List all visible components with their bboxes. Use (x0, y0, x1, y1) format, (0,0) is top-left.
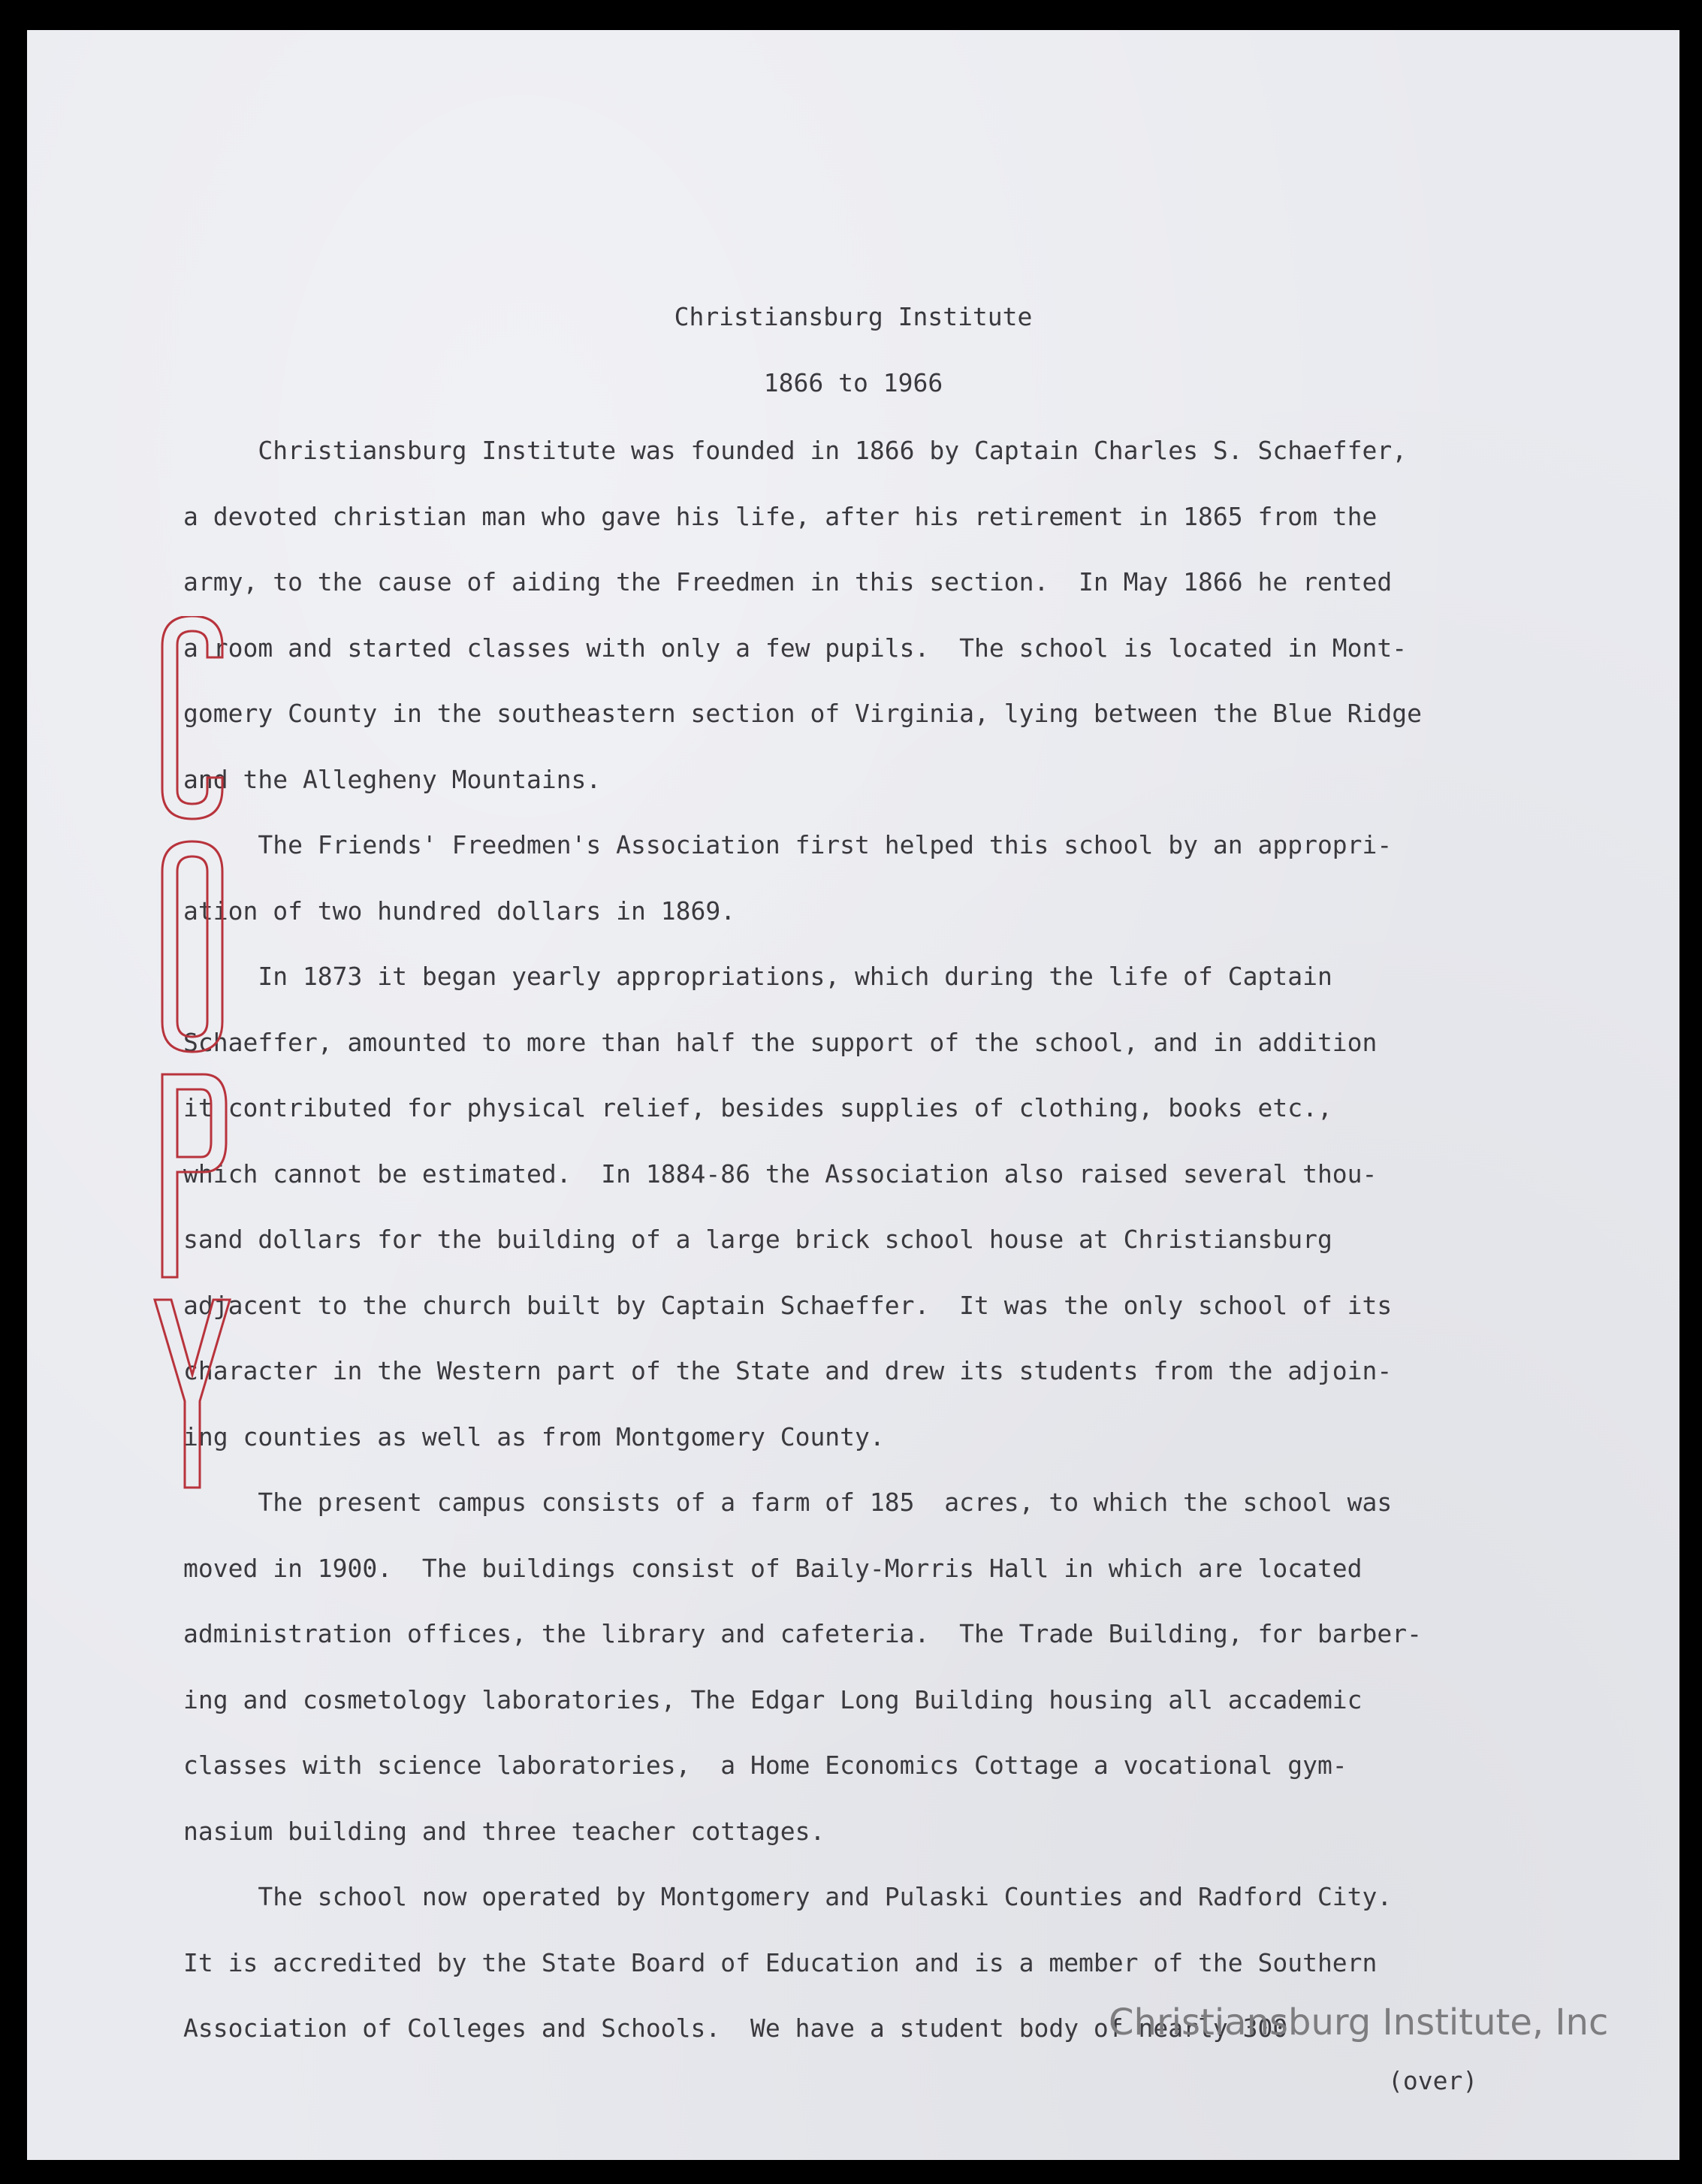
body-line: and the Allegheny Mountains. (183, 765, 602, 794)
body-line: a devoted christian man who gave his life, after his retirement in 1865 from the (183, 502, 1378, 531)
body-line: sand dollars for the building of a large brick school house at Christiansburg (183, 1225, 1332, 1254)
stamp-letter-y (155, 1300, 230, 1488)
document-title: Christiansburg Institute (674, 302, 1033, 331)
copy-stamp (147, 616, 245, 1518)
body-line: army, to the cause of aiding the Freedmen in this section. In May 1866 he rented (183, 567, 1393, 597)
body-line: The Friends' Freedmen's Association first helped this school by an appropri- (183, 830, 1393, 859)
stamp-letter-o (162, 841, 222, 1052)
body-line: adjacent to the church built by Captain Schaeffer. It was the only school of its (183, 1291, 1393, 1320)
body-line: character in the Western part of the State and drew its students from the adjoin- (183, 1356, 1393, 1385)
archive-watermark: Christiansburg Institute, Inc (1109, 2001, 1609, 2044)
body-line: In 1873 it began yearly appropriations, which during the life of Captain (183, 962, 1332, 991)
body-line: which cannot be estimated. In 1884-86 the Association also raised several thou- (183, 1159, 1378, 1189)
body-line: ation of two hundred dollars in 1869. (183, 896, 736, 926)
body-line: nasium building and three teacher cottages. (183, 1817, 825, 1846)
body-line: ing counties as well as from Montgomery County. (183, 1422, 885, 1451)
body-line: it contributed for physical relief, besides supplies of clothing, books etc., (183, 1093, 1332, 1122)
body-line: Schaeffer, amounted to more than half the support of the school, and in addition (183, 1028, 1378, 1057)
body-line: a room and started classes with only a few pupils. The school is located in Mont- (183, 633, 1408, 663)
body-line: gomery County in the southeastern section of Virginia, lying between the Blue Ridge (183, 699, 1423, 728)
continuation-note: (over) (1388, 2066, 1478, 2095)
body-line: Association of Colleges and Schools. We have a student body of nearly 300 (183, 2013, 1288, 2043)
body-line: ing and cosmetology laboratories, The Edgar Long Building housing all accademic (183, 1685, 1363, 1714)
body-line: classes with science laboratories, a Home Economics Cottage a vocational gym- (183, 1751, 1347, 1780)
body-line: The present campus consists of a farm of 185 acres, to which the school was (183, 1488, 1393, 1517)
body-line: administration offices, the library and cafeteria. The Trade Building, for barber- (183, 1619, 1423, 1648)
document-subtitle: 1866 to 1966 (763, 368, 943, 397)
body-line: Christiansburg Institute was founded in 1866 by Captain Charles S. Schaeffer, (183, 436, 1408, 465)
document-page (27, 30, 1679, 2160)
body-line: moved in 1900. The buildings consist of Baily-Morris Hall in which are located (183, 1554, 1363, 1583)
body-line: The school now operated by Montgomery and Pulaski Counties and Radford City. (183, 1882, 1393, 1911)
stamp-letter-c (162, 616, 222, 819)
body-line: It is accredited by the State Board of Education and is a member of the Southern (183, 1948, 1378, 1977)
stamp-letter-p (162, 1074, 226, 1277)
